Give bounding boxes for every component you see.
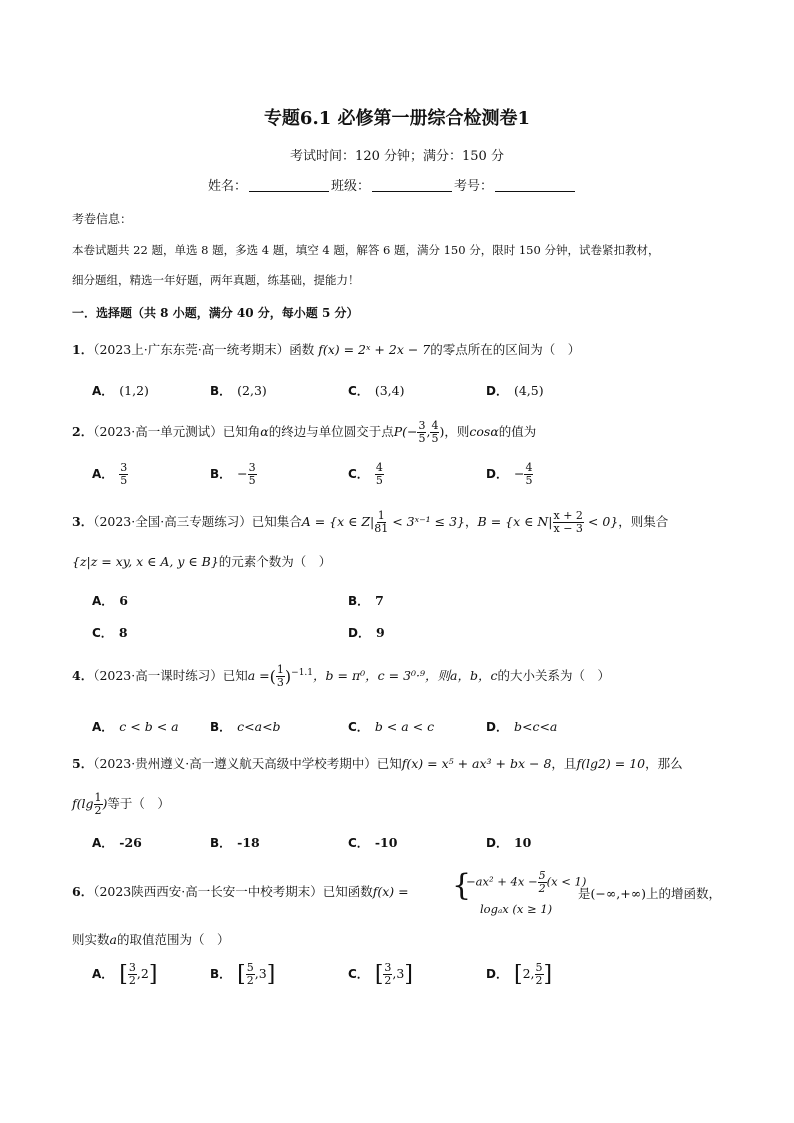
q6-case2: logₐx (x ≥ 1): [480, 902, 553, 916]
q2-cos: cosα: [469, 424, 499, 439]
q5-line2-tail: 等于（ ）: [107, 796, 170, 811]
q5-mid: ，且: [551, 756, 577, 771]
q4-number: 4．: [72, 668, 94, 683]
question-1: [72, 340, 580, 358]
q2-option-b[interactable]: B． − $\frac{3}{5}$: [210, 461, 256, 487]
q1-source: （2023上·广东东莞·高一统考期末）函数: [93, 342, 315, 357]
q5-option-a[interactable]: A． -26: [92, 835, 142, 850]
q6-option-d[interactable]: D． [2, $\frac{5}{2}$ ]: [486, 961, 553, 987]
q6-case1: −ax² + 4x − $\frac{5}{2}$ (x < 1): [466, 869, 587, 895]
q3-tail: ，则集合: [618, 514, 669, 529]
q2-point-pre: P(−: [393, 424, 418, 439]
q2-option-d[interactable]: D． − $\frac{4}{5}$: [486, 461, 533, 487]
q5-number: 5．: [72, 756, 94, 771]
q4-b: ，b = π⁰，c = 3⁰·⁹，则: [313, 668, 451, 683]
q4-source: （2023·高一课时练习）已知: [93, 668, 248, 683]
q6-line2-tail: 的取值范围为（ ）: [116, 932, 230, 947]
q2-tail2: 的值为: [498, 424, 537, 439]
q2-frac-2: $\frac{4}{5}$: [431, 419, 439, 445]
q6-tail: 是(−∞,+∞)上的增函数，: [578, 886, 721, 901]
q1-expr: f(x) = 2ˣ + 2x − 7: [318, 342, 431, 357]
q5-cond: f(lg2) = 10: [576, 756, 646, 771]
q4-option-c[interactable]: C． b < a < c: [348, 719, 435, 734]
q4-option-b[interactable]: B． c<a<b: [210, 719, 281, 734]
q1-number: 1．: [72, 342, 94, 357]
q6-option-c[interactable]: C． [ $\frac{3}{2}$ ,3]: [348, 961, 413, 987]
q1-option-a[interactable]: A． (1,2): [92, 383, 149, 398]
class-label: 班级：: [331, 179, 371, 194]
id-label: 考号：: [454, 179, 494, 194]
q3-option-d[interactable]: D． 9: [348, 625, 385, 640]
question-6-line2: [72, 930, 229, 948]
page-title: 专题6.1 必修第一册综合检测卷1: [263, 108, 531, 129]
q6-option-a[interactable]: A． [ $\frac{3}{2}$ ,2]: [92, 961, 158, 987]
q6-alpha: a: [109, 932, 117, 947]
q3-option-c[interactable]: C． 8: [92, 625, 128, 640]
q6-source: （2023陕西西安·高一长安一中校考期末）已知函数: [93, 884, 373, 899]
question-3: [72, 510, 668, 535]
q5-tail: ，那么: [645, 756, 683, 771]
q3-option-a[interactable]: A． 6: [92, 593, 128, 608]
q5-line2-pre: f(lg: [72, 796, 94, 811]
q4-option-a[interactable]: A． c < b < a: [92, 719, 179, 734]
class-blank[interactable]: [372, 177, 452, 192]
q3-number: 3．: [72, 514, 94, 529]
q2-option-a[interactable]: A． $\frac{3}{5}$: [92, 461, 128, 487]
q5-source: （2023·贵州遵义·高一遵义航天高级中学校考期中）已知: [93, 756, 402, 771]
q1-option-c[interactable]: C． (3,4): [348, 383, 405, 398]
question-3-line2: [72, 552, 331, 570]
q3-setB-pre: B = {x ∈ N|: [477, 514, 553, 529]
exam-info: 考试时间：120 分钟；满分：150 分: [290, 149, 504, 164]
name-blank[interactable]: [249, 177, 329, 192]
q2-mid: 的终边与单位圆交于点: [268, 424, 394, 439]
q6-line2: 则实数: [72, 932, 110, 947]
info-line2: 细分题组，精选一年好题，两年真题，练基础，提能力！: [72, 273, 360, 287]
q3-setA-pre: A = {x ∈ Z|: [301, 514, 375, 529]
q4-vars: a，b，c: [450, 668, 498, 683]
student-fields: [208, 175, 577, 194]
q4-a-pre: a =: [247, 668, 270, 683]
q3-option-b[interactable]: B． 7: [348, 593, 384, 608]
q5-option-c[interactable]: C． -10: [348, 835, 398, 850]
q3-setA-post: < 3ˣ⁻¹ ≤ 3}: [388, 514, 466, 529]
info-line1: 本卷试题共 22 题，单选 8 题，多选 4 题，填空 4 题，解答 6 题，满分 150 分，限时 150 分钟，试卷紧扣教材，: [72, 243, 660, 257]
q2-tail1: ，则: [444, 424, 470, 439]
question-5-line2: [72, 792, 170, 817]
q3-setB-post: < 0}: [583, 514, 619, 529]
id-blank[interactable]: [495, 177, 575, 192]
q3-line2-tail: 的元素个数为（ ）: [218, 554, 332, 569]
info-heading: 考卷信息：: [72, 212, 133, 226]
section1-heading: 一．选择题（共 8 小题，满分 40 分，每小题 5 分）: [72, 306, 359, 320]
q6-number: 6．: [72, 884, 94, 899]
q5-option-b[interactable]: B． -18: [210, 835, 260, 850]
q1-option-d[interactable]: D． (4,5): [486, 383, 544, 398]
q4-option-d[interactable]: D． b<c<a: [486, 719, 558, 734]
q5-line2-post: ): [102, 796, 108, 811]
q6-fx: f(x) =: [372, 884, 409, 899]
q2-frac-1: $\frac{3}{5}$: [418, 419, 426, 445]
q2-alpha: α: [260, 424, 269, 439]
name-label: 姓名：: [208, 179, 248, 194]
q5-frac: $\frac{1}{2}$: [94, 791, 102, 817]
q3-set-z: {z|z = xy, x ∈ A, y ∈ B}: [72, 554, 219, 569]
q2-number: 2．: [72, 424, 94, 439]
q4-a-exp: −1.1: [291, 667, 314, 678]
q1-tail: 的零点所在的区间为（ ）: [430, 342, 581, 357]
q3-setB-frac: $\frac{x + 2}{x - 3}$: [553, 509, 583, 535]
q5-option-d[interactable]: D． 10: [486, 835, 532, 850]
q6-brace: {: [452, 868, 472, 903]
q3-setA-frac: $\frac{1}{81}$: [374, 509, 389, 535]
question-4: 4．（2023·高一课时练习）已知a =( $\frac{1}{3}$ )$^{-1.1}$，b = π⁰，c = 3⁰·⁹，则a，b，c的大小关系为（ ）: [72, 663, 611, 689]
q2-point-post: ): [439, 424, 445, 439]
q4-tail: 的大小关系为（ ）: [497, 668, 611, 683]
q3-source: （2023·全国·高三专题练习）已知集合: [93, 514, 302, 529]
q5-expr: f(x) = x⁵ + ax³ + bx − 8: [401, 756, 552, 771]
question-2: 2．（2023·高一单元测试）已知角α的终边与单位圆交于点P(− $\frac{3}{5}$ , $\frac{4}{5}$ )，则cosα的值为: [72, 419, 537, 445]
q6-option-b[interactable]: B． [ $\frac{5}{2}$ ,3]: [210, 961, 276, 987]
q4-a-frac: $\frac{1}{3}$: [276, 663, 284, 689]
q2-option-c[interactable]: C． $\frac{4}{5}$: [348, 461, 383, 487]
q2-source: （2023·高一单元测试）已知角: [93, 424, 261, 439]
question-6: [72, 882, 409, 900]
q3-sep: ，: [465, 514, 478, 529]
q1-option-b[interactable]: B． (2,3): [210, 383, 267, 398]
question-5: [72, 754, 683, 772]
